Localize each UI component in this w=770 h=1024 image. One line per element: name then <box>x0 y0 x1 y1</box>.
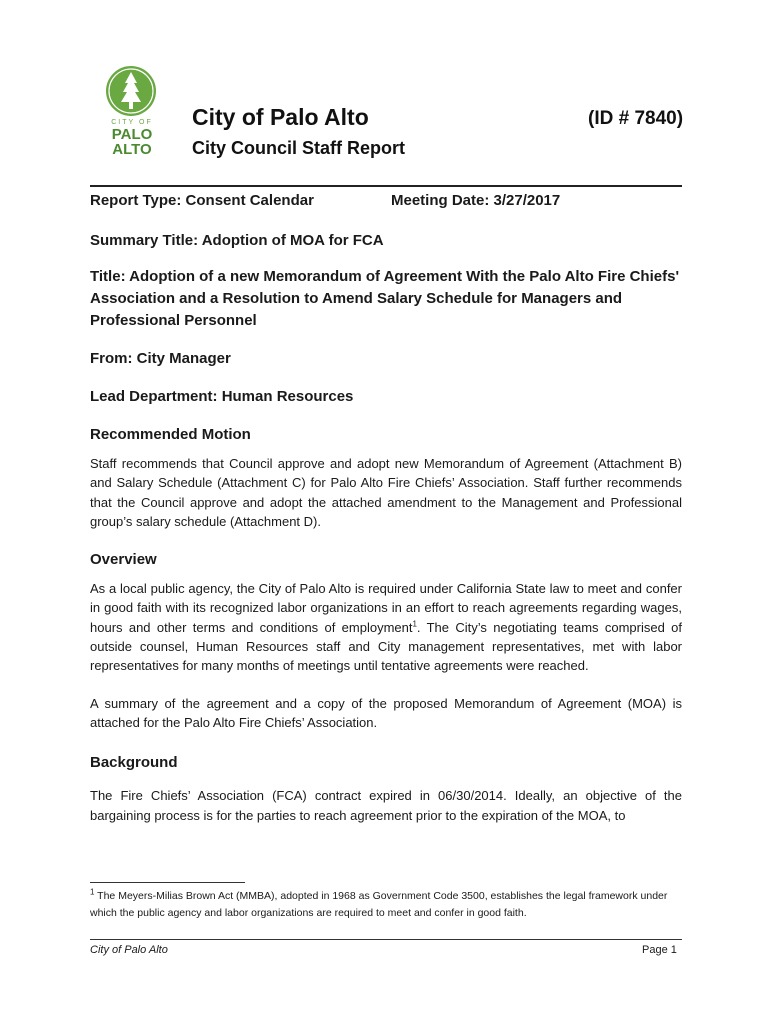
logo-name-line1: PALO <box>111 126 153 143</box>
recommended-motion-text: Staff recommends that Council approve and adopt new Memorandum of Agreement (Attachment B) and Salary Schedule (Attachment C) for Palo Alto Fire Chiefs’ Association. Staff further recommends that the Council approve and adopt the attached amendment to the Management and Professional group’s salary schedule (Attachment D). <box>90 456 682 529</box>
page-subtitle: City Council Staff Report <box>192 138 406 158</box>
footnote <box>90 888 682 922</box>
footnote-number: 1 <box>90 887 95 897</box>
footnote-text: The Meyers-Milias Brown Act (MMBA), adopted in 1968 as Government Code 3500, establishes the legal framework under which the public agency and labor organizations are required to meet and confer in good faith. <box>90 890 668 919</box>
logo-name-line2: ALTO <box>112 141 152 158</box>
footer-city: City of Palo Alto <box>90 944 168 956</box>
lead-department: Lead Department: Human Resources <box>90 388 354 405</box>
report-type: Report Type: Consent Calendar <box>90 192 314 209</box>
page-number: Page 1 <box>642 944 677 956</box>
footnote-divider <box>90 882 245 883</box>
from-line: From: City Manager <box>90 350 231 367</box>
meeting-date: Meeting Date: 3/27/2017 <box>391 192 561 209</box>
recommended-motion-heading: Recommended Motion <box>90 426 251 443</box>
overview-heading: Overview <box>90 551 157 569</box>
overview-paragraph-1 <box>90 579 682 675</box>
page-title: City of Palo Alto <box>192 104 369 130</box>
overview-p1-part2: . The City’s negotiating teams comprised of outside counsel, Human Resources staff and City management representatives, met with labor representatives for many months of meetings until tentative agreements were reached. <box>90 619 682 674</box>
report-body <box>90 230 682 825</box>
report-title: Title: Adoption of a new Memorandum of Agreement With the Palo Alto Fire Chiefs' Association and a Resolution to Amend Salary Schedule for Managers and Professional Personnel <box>90 268 680 329</box>
footer-divider <box>90 939 682 940</box>
background-heading: Background <box>90 754 178 772</box>
footnote-ref: 1 <box>412 619 417 629</box>
logo-city-label: CITY OF <box>111 119 153 126</box>
header-divider <box>90 185 682 187</box>
overview-paragraph-2: A summary of the agreement and a copy of the proposed Memorandum of Agreement (MOA) is attached for the Palo Alto Fire Chiefs’ Association. <box>90 695 682 730</box>
background-text: The Fire Chiefs’ Association (FCA) contract expired in 06/30/2014. Ideally, an objective of the bargaining process is for the parties to reach agreement prior to the expiration of the MOA, to <box>90 788 682 823</box>
city-logo <box>106 66 158 160</box>
overview-p1-part1: As a local public agency, the City of Palo Alto is required under California State law to meet and confer in good faith with its recognized labor organizations in an effort to reach agreements regarding wages, hours and other terms and conditions of employment <box>90 581 682 635</box>
summary-title: Summary Title: Adoption of MOA for FCA <box>90 232 384 249</box>
tree-icon <box>106 66 156 116</box>
report-id: (ID # 7840) <box>588 108 684 129</box>
